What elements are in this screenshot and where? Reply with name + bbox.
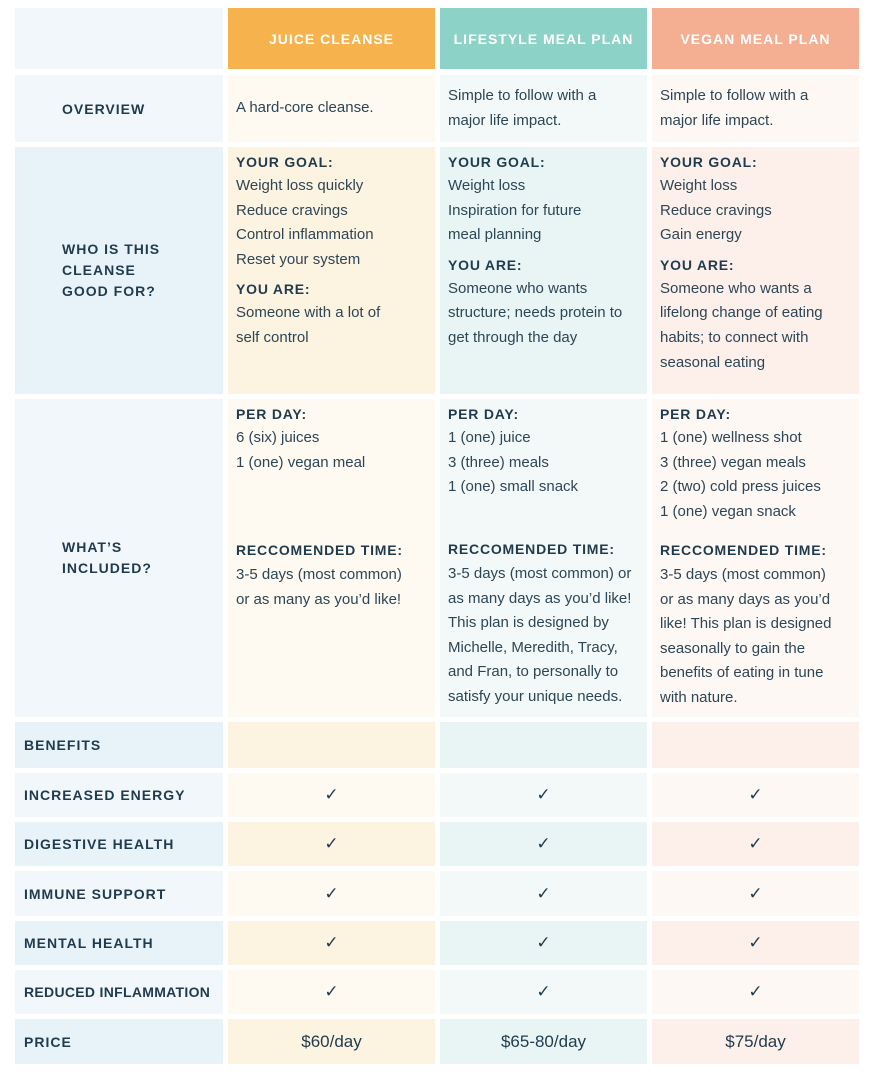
check-icon: ✓ — [652, 970, 859, 1014]
price-label: PRICE — [24, 1033, 72, 1050]
you-are-line: Someone with a lot of — [236, 304, 381, 322]
overview-vegan-line: major life impact. — [660, 111, 774, 129]
check-icon: ✓ — [440, 871, 647, 916]
price-label-cell — [15, 1019, 223, 1064]
per-day-item: 1 (one) vegan meal — [236, 453, 366, 471]
overview-lifestyle-line: Simple to follow with a — [448, 87, 597, 104]
goal-item: Weight loss — [448, 177, 526, 194]
time-line: This plan is designed by — [448, 614, 609, 632]
you-are-line: Someone who wants a — [660, 279, 812, 297]
you-are-line: get through the day — [448, 328, 578, 346]
per-day-heading: PER DAY: — [448, 406, 519, 422]
you-are-line: Someone who wants — [448, 279, 588, 297]
who-label-line: GOOD FOR? — [62, 283, 156, 299]
goal-item: Gain energy — [660, 226, 742, 244]
benefit-row-label-cell — [15, 773, 223, 817]
benefit-row-label-cell — [15, 970, 223, 1014]
time-line: 3-5 days (most common) — [236, 566, 402, 583]
per-day-item: 1 (one) small snack — [448, 478, 579, 496]
time-line: with nature. — [660, 688, 738, 706]
goal-item: Weight loss — [660, 177, 738, 194]
check-icon: ✓ — [228, 773, 435, 817]
goal-item: Reset your system — [236, 250, 361, 268]
check-icon: ✓ — [228, 822, 435, 866]
time-heading: RECCOMENDED TIME: — [236, 542, 403, 558]
time-line: Michelle, Meredith, Tracy, — [448, 638, 618, 656]
overview-juice-cell — [228, 75, 435, 142]
per-day-item: 2 (two) cold press juices — [660, 478, 821, 496]
who-juice-cell — [228, 147, 435, 394]
per-day-item: 3 (three) meals — [448, 453, 549, 471]
time-line: 3-5 days (most common) or — [448, 565, 632, 582]
time-heading: RECCOMENDED TIME: — [448, 541, 615, 557]
time-line: benefits of eating in tune — [660, 664, 824, 682]
benefit-row-label-cell — [15, 871, 223, 916]
benefit-row-label: DIGESTIVE HEALTH — [24, 836, 175, 852]
you-are-heading: YOU ARE: — [660, 256, 735, 273]
you-are-line: habits; to connect with — [660, 328, 809, 346]
you-are-line: lifelong change of eating — [660, 304, 823, 322]
price-lifestyle: $65-80/day — [440, 1019, 647, 1064]
per-day-item: 1 (one) vegan snack — [660, 502, 796, 520]
header-lifestyle-meal-plan: LIFESTYLE MEAL PLAN — [440, 8, 647, 69]
check-icon: ✓ — [440, 773, 647, 817]
per-day-item: 1 (one) juice — [448, 429, 531, 446]
time-line: like! This plan is designed — [660, 615, 832, 633]
price-vegan: $75/day — [652, 1019, 859, 1064]
time-line: as many days as you’d like! — [448, 589, 632, 607]
per-day-item: 1 (one) wellness shot — [660, 429, 802, 446]
goal-heading: YOUR GOAL: — [660, 154, 758, 170]
included-label-cell — [15, 399, 223, 717]
benefits-lifestyle-blank — [440, 722, 647, 768]
per-day-item: 6 (six) juices — [236, 429, 320, 446]
goal-heading: YOUR GOAL: — [448, 154, 546, 170]
overview-lifestyle-cell — [440, 75, 647, 142]
benefits-juice-blank — [228, 722, 435, 768]
check-icon: ✓ — [228, 921, 435, 965]
check-icon: ✓ — [652, 773, 859, 817]
overview-vegan-line: Simple to follow with a — [660, 87, 809, 104]
check-icon: ✓ — [228, 970, 435, 1014]
who-label-line: WHO IS THIS — [62, 241, 161, 257]
included-vegan-cell — [652, 399, 859, 717]
you-are-heading: YOU ARE: — [236, 281, 311, 298]
per-day-heading: PER DAY: — [236, 406, 307, 422]
you-are-line: self control — [236, 328, 309, 346]
benefit-row-label: IMMUNE SUPPORT — [24, 885, 167, 902]
check-icon: ✓ — [440, 921, 647, 965]
price-juice: $60/day — [228, 1019, 435, 1064]
goal-item: Control inflammation — [236, 226, 374, 244]
check-icon: ✓ — [652, 871, 859, 916]
per-day-item: 3 (three) vegan meals — [660, 453, 806, 471]
time-line: and Fran, to personally to — [448, 663, 619, 681]
overview-vegan-cell — [652, 75, 859, 142]
included-label-line: WHAT’S — [62, 539, 123, 555]
check-icon: ✓ — [228, 871, 435, 916]
time-line: or as many as you’d like! — [236, 590, 402, 608]
goal-item: Inspiration for future — [448, 201, 582, 219]
check-icon: ✓ — [652, 921, 859, 965]
who-label-line: CLEANSE — [62, 262, 136, 278]
who-lifestyle-cell — [440, 147, 647, 394]
included-juice-cell — [228, 399, 435, 717]
you-are-line: seasonal eating — [660, 353, 766, 371]
benefit-row-label-cell — [15, 822, 223, 866]
check-icon: ✓ — [652, 822, 859, 866]
time-line: or as many days as you’d — [660, 590, 831, 608]
overview-label: OVERVIEW — [62, 100, 146, 117]
benefit-row-label-cell — [15, 921, 223, 965]
goal-item: Reduce cravings — [236, 201, 348, 219]
time-line: seasonally to gain the — [660, 639, 806, 657]
goal-heading: YOUR GOAL: — [236, 154, 334, 170]
who-label-cell — [15, 147, 223, 394]
header-label-blank — [15, 8, 223, 69]
included-lifestyle-cell — [440, 399, 647, 717]
time-line: satisfy your unique needs. — [448, 687, 623, 705]
goal-item: meal planning — [448, 226, 542, 244]
included-label-line: INCLUDED? — [62, 560, 152, 576]
check-icon: ✓ — [440, 970, 647, 1014]
overview-label-cell — [15, 75, 223, 142]
check-icon: ✓ — [440, 822, 647, 866]
time-heading: RECCOMENDED TIME: — [660, 542, 827, 558]
you-are-heading: YOU ARE: — [448, 256, 523, 273]
overview-lifestyle-line: major life impact. — [448, 111, 562, 129]
benefit-row-label: INCREASED ENERGY — [24, 787, 186, 803]
overview-juice-text: A hard-core cleanse. — [236, 99, 374, 117]
you-are-line: structure; needs protein to — [448, 304, 623, 322]
goal-item: Reduce cravings — [660, 201, 772, 219]
who-vegan-cell — [652, 147, 859, 394]
per-day-heading: PER DAY: — [660, 406, 731, 422]
benefits-label-cell — [15, 722, 223, 768]
benefits-label: BENEFITS — [24, 737, 102, 753]
header-vegan-meal-plan: VEGAN MEAL PLAN — [652, 8, 859, 69]
benefit-row-label: MENTAL HEALTH — [24, 935, 154, 951]
goal-item: Weight loss quickly — [236, 177, 364, 194]
time-line: 3-5 days (most common) — [660, 566, 826, 583]
header-juice-cleanse: JUICE CLEANSE — [228, 8, 435, 69]
benefits-vegan-blank — [652, 722, 859, 768]
benefit-row-label: REDUCED INFLAMMATION — [24, 984, 211, 1000]
